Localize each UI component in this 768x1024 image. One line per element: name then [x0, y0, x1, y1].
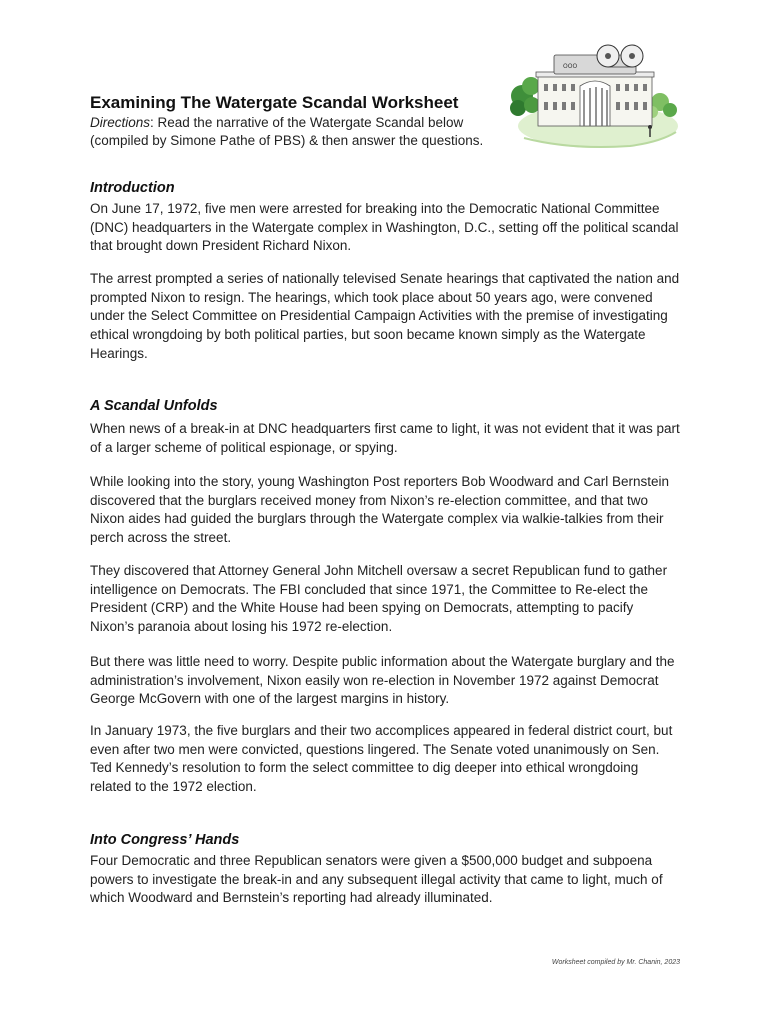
paragraph: They discovered that Attorney General John Mitchell oversaw a secret Republican fund to gather intelligence on Democrats. The FBI concluded that since 1971, the Committee to Re-elect the President (CRP) and the White House had been spying on Democrats, attempting to pacify Nixon’s paranoia about losing his 1972 re-election. [90, 563, 668, 635]
roof-sign: OOO [563, 63, 578, 70]
worksheet-title: Examining The Watergate Scandal Worksheet [90, 93, 459, 112]
footer-credit: Worksheet compiled by Mr. Chanin, 2023 [551, 959, 680, 966]
paragraph: On June 17, 1972, five men were arrested for breaking into the Democratic National Committee (DNC) headquarters in the Watergate complex in Washington, D.C., setting off the political scandal that brought down President Richard Nixon. [90, 201, 679, 254]
section-heading-scandal-unfolds: A Scandal Unfolds [90, 398, 218, 414]
paragraph: When news of a break-in at DNC headquarters first came to light, it was not evident that it was part of a larger scheme of political espionage, or spying. [90, 421, 680, 455]
paragraph: Four Democratic and three Republican senators were given a $500,000 budget and subpoena powers to investigate the break-in and any subsequent illegal activity that came to light, much of which Woodward and Bernstein’s reporting had already illuminated. [90, 853, 663, 906]
directions-label: Directions [90, 115, 151, 130]
section-heading-introduction: Introduction [90, 180, 175, 196]
white-house-illustration [510, 42, 680, 154]
paragraph: While looking into the story, young Washington Post reporters Bob Woodward and Carl Bernstein discovered that the burglars received money from Nixon’s re-election committee, and that two Nixon aides had guided the burglars through the Watergate complex via walkie-talkies from their perch across the street. [90, 474, 670, 546]
directions-text: : Read the narrative of the Watergate Scandal below (compiled by Simone Pathe of PBS) & then answer the questions. [90, 115, 484, 148]
paragraph: The arrest prompted a series of nationally televised Senate hearings that captivated the nation and prompted Nixon to resign. The hearings, which took place about 50 years ago, were convened under the Select Committee on Presidential Campaign Activities with the premise of investigating ethical wrongdoing by both political parties, but soon became known simply as the Watergate Hearings. [90, 271, 680, 361]
paragraph: In January 1973, the five burglars and their two accomplices appeared in federal district court, but even after two men were convicted, questions lingered. The Senate voted unanimously on Sen. Ted Kennedy’s resolution to form the select committee to dig deeper into ethical wrongdoing related to the 1972 election. [90, 723, 673, 795]
directions [90, 114, 520, 150]
paragraph: But there was little need to worry. Despite public information about the Watergate burglary and the administration’s involvement, Nixon easily won re-election in November 1972 against Democrat George McGovern with one of the largest margins in history. [90, 654, 675, 707]
section-heading-into-congress: Into Congress’ Hands [90, 832, 240, 848]
